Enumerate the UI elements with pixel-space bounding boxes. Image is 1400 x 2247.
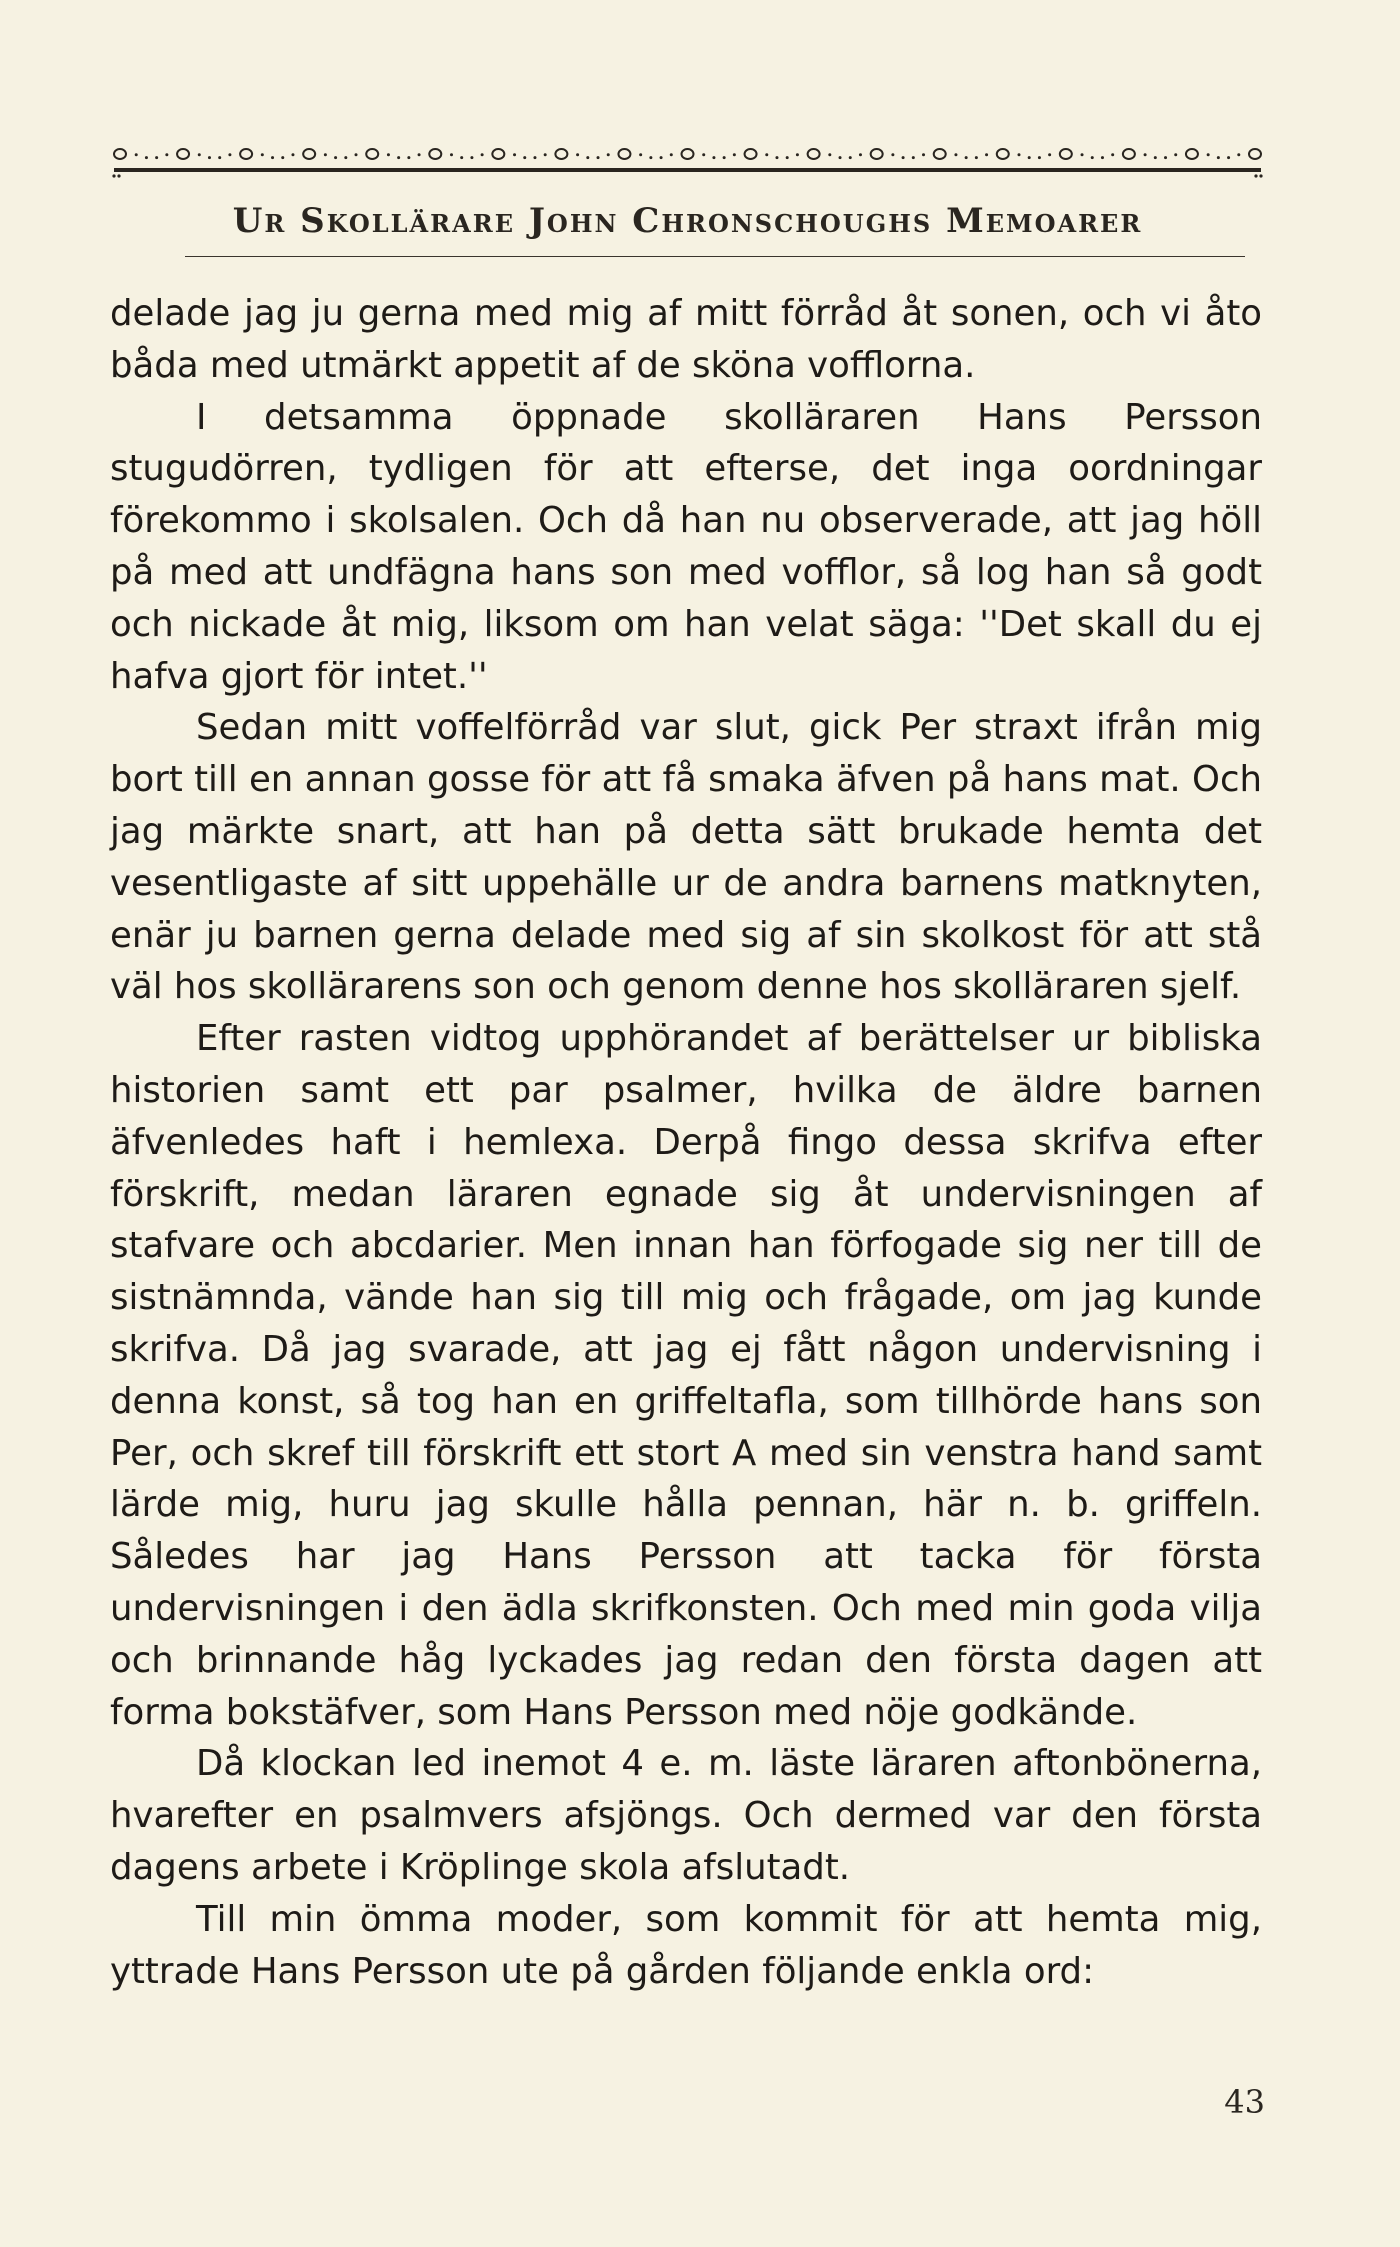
ornament-dot <box>470 156 473 159</box>
ornament-ring <box>240 149 252 159</box>
ornament-dot <box>1164 156 1167 159</box>
ornament-ring <box>1249 149 1261 159</box>
ornament-ring <box>745 149 757 159</box>
ornament-dot <box>975 156 978 159</box>
ornament-ring <box>997 149 1009 159</box>
ornament-dot <box>1227 156 1230 159</box>
ornament-dot <box>198 153 201 156</box>
ornament-ring <box>1123 149 1135 159</box>
ornament-dot <box>775 156 778 159</box>
ornament-ring <box>366 149 378 159</box>
ornament-dot <box>355 153 358 156</box>
ornament-dot <box>460 156 463 159</box>
ornament-ring <box>303 149 315 159</box>
ornament-dot <box>1144 153 1147 156</box>
ornament-dot <box>649 156 652 159</box>
ornament-dot <box>228 153 231 156</box>
ornament-dot <box>765 153 768 156</box>
ornament-dot <box>1048 153 1051 156</box>
ornament-ring <box>492 149 504 159</box>
ornament-dot <box>922 153 925 156</box>
ornament-dot <box>387 153 390 156</box>
ornament-dot <box>271 156 274 159</box>
ornament-dot <box>481 153 484 156</box>
ornament-ring <box>871 149 883 159</box>
ornament-dot <box>723 156 726 159</box>
ornament-dot <box>1028 156 1031 159</box>
running-header-title: Ur Skollärare John Chronschoughs Memoarer <box>232 201 1143 241</box>
ornament-dot <box>639 153 642 156</box>
ornament-dot <box>912 156 915 159</box>
ornament-dot <box>1207 153 1210 156</box>
ornament-ring <box>1060 149 1072 159</box>
ornament-ring <box>1186 149 1198 159</box>
ornament-dot <box>712 156 715 159</box>
ornament-dot <box>597 156 600 159</box>
ornament-dot <box>1101 156 1104 159</box>
ornament-ring <box>618 149 630 159</box>
ornament-dot <box>891 153 894 156</box>
ornament-dot <box>1038 156 1041 159</box>
ornament-dot <box>859 153 862 156</box>
ornament-dot <box>544 153 547 156</box>
ornament-dot <box>965 156 968 159</box>
body-text <box>110 288 1262 1997</box>
ornament-dot <box>418 153 421 156</box>
ornament-dot <box>954 153 957 156</box>
ornament-dot <box>1237 153 1240 156</box>
ornament-dot <box>145 156 148 159</box>
ornament-dot <box>261 153 264 156</box>
ornament-dot <box>828 153 831 156</box>
ornament-dot <box>344 156 347 159</box>
paragraph-6: Till min ömma moder, som kommit för att hemta mig, yttrade Hans Persson ute på gården följande enkla ord: <box>110 1898 1262 1992</box>
paragraph-3: Sedan mitt voffelförråd var slut, gick Per straxt ifrån mig bort till en annan gosse för att få smaka äfven på hans mat. Och jag märkte snart, att han på detta sätt brukade hemta det vesentligaste af sitt uppehälle ur de andra barnens matknyten, enär ju barnen gerna delade med sig af sin skolkost för att stå väl hos skollärarens son och genom denne hos skolläraren sjelf. <box>110 707 1262 1008</box>
paragraph-4: Efter rasten vidtog upphörandet af berättelser ur bibliska historien samt ett par psalmer, hvilka de äldre barnen äfvenledes haft i hemlexa. Derpå fingo dessa skrifva efter förskrift, medan läraren egnade sig åt undervisningen af stafvare och abcdarier. Men innan han förfogade sig ner till de sistnämnda, vände han sig till mig och frågade, om jag kunde skrifva. Då jag svarade, att jag ej fått någon undervisning i denna konst, så tog han en griffeltafla, som tillhörde hans son Per, och skref till förskrift ett stort A med sin venstra hand samt lärde mig, huru jag skulle hålla pennan, här n. b. griffeln. Således har jag Hans Persson att tacka för första undervisningen i den ädla skrifkonsten. Och med min goda vilja och brinnande håg lyckades jag redan den första dagen att forma bokstäfver, som Hans Persson med nöje godkände. <box>110 1018 1262 1733</box>
ornament-dot <box>324 153 327 156</box>
ornament-dot <box>607 153 610 156</box>
ornament-dot <box>985 153 988 156</box>
ornament-dot <box>1091 156 1094 159</box>
ornament-ring <box>682 149 694 159</box>
ornament-dot <box>902 156 905 159</box>
ornament-dot <box>450 153 453 156</box>
ornament-dot <box>208 156 211 159</box>
ornament-dot <box>702 153 705 156</box>
ornament-dot <box>135 153 138 156</box>
ornamental-header-border <box>110 118 1265 178</box>
ornament-dot <box>407 156 410 159</box>
paragraph-1: delade jag ju gerna med mig af mitt förråd åt sonen, och vi åto båda med utmärkt appetit af de sköna vofflorna. <box>110 293 1262 386</box>
ornament-dot <box>796 153 799 156</box>
ornament-dot <box>586 156 589 159</box>
ornament-dot <box>334 156 337 159</box>
ornament-dot <box>218 156 221 159</box>
ornament-dot <box>165 153 168 156</box>
ornament-dot <box>660 156 663 159</box>
ornament-dot <box>513 153 516 156</box>
ornament-dot <box>291 153 294 156</box>
ornament-dot <box>839 156 842 159</box>
ornament-ring <box>808 149 820 159</box>
ornament-dot <box>670 153 673 156</box>
ornament-dot <box>1174 153 1177 156</box>
header-rule <box>185 256 1245 257</box>
ornament-dot <box>397 156 400 159</box>
ornament-dot <box>155 156 158 159</box>
ornament-dot <box>523 156 526 159</box>
ornament-dot <box>1217 156 1220 159</box>
ornament-dot <box>1017 153 1020 156</box>
ornament-dot <box>786 156 789 159</box>
ornament-dot <box>1081 153 1084 156</box>
ornament-dot <box>533 156 536 159</box>
paragraph-2: I detsamma öppnade skolläraren Hans Persson stugudörren, tydligen för att efterse, det inga oordningar förekommo i skolsalen. Och då han nu observerade, att jag höll på med att undfägna hans son med vofflor, så log han så godt och nickade åt mig, liksom om han velat säga: ''Det skall du ej hafva gjort för intet.'' <box>110 396 1262 697</box>
ornament-dot <box>281 156 284 159</box>
ornament-dot <box>733 153 736 156</box>
ornament-ring <box>177 149 189 159</box>
ornament-dot <box>1111 153 1114 156</box>
ornament-dot <box>849 156 852 159</box>
paragraph-5: Då klockan led inemot 4 e. m. läste läraren aftonbönerna, hvarefter en psalmvers afsjöngs. Och dermed var den första dagens arbete i Kröplinge skola afslutadt. <box>110 1743 1262 1888</box>
ornament-ring <box>429 149 441 159</box>
ornament-dot <box>576 153 579 156</box>
ornament-ring <box>114 149 126 159</box>
ornament-dot <box>1154 156 1157 159</box>
ornament-ring <box>934 149 946 159</box>
page-number: 43 <box>1224 2083 1265 2121</box>
ornament-ring <box>555 149 567 159</box>
